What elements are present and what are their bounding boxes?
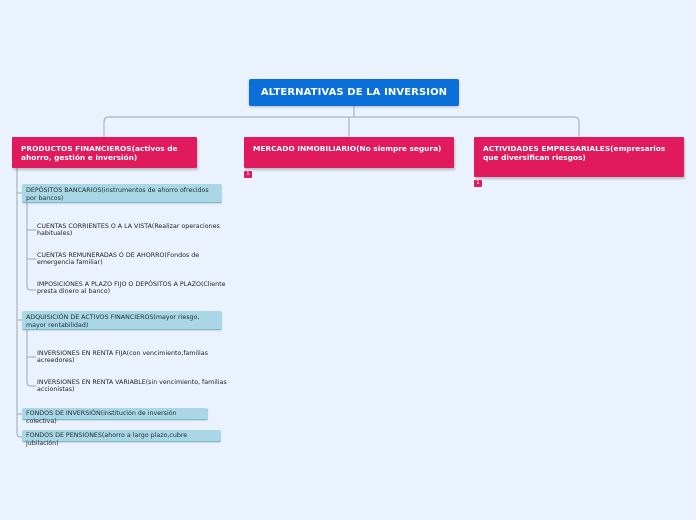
leaf-cuentas-corrientes[interactable]: CUENTAS CORRIENTES O A LA VISTA(Realizar operaciones habituales) [37, 223, 220, 238]
connector-main1-trunk [17, 168, 22, 437]
main-topic-mercado-inmobiliario[interactable] [244, 137, 454, 168]
connector-sub1-trunk [27, 203, 36, 290]
main-topic-actividades-empresariales[interactable] [474, 137, 684, 177]
connector-bus [104, 117, 579, 137]
leaf-renta-fija[interactable]: INVERSIONES EN RENTA FIJA(con vencimiento,familias acreedores) [37, 350, 208, 365]
main-topic-label: PRODUCTOS FINANCIEROS(activos de ahorro, gestión e inversión) [21, 144, 178, 162]
subtopic-activos-financieros[interactable]: ADQUISICIÓN DE ACTIVOS FINANCIEROS(mayor riesgo, mayor rentabilidad) [22, 311, 222, 330]
subtopic-fondos-inversion[interactable]: FONDOS DE INVERSIÓN(institución de inversión colectiva) [22, 408, 208, 420]
leaf-imposiciones-plazo-fijo[interactable]: IMPOSICIONES A PLAZO FIJO O DEPÓSITOS A PLAZO(Cliente presta dinero al banco) [37, 281, 226, 296]
leaf-cuentas-remuneradas[interactable]: CUENTAS REMUNERADAS O DE AHORRO(Fondos de emergencia familiar) [37, 252, 200, 267]
connector-sub2-trunk [27, 330, 36, 386]
subtopic-depositos-bancarios[interactable]: DEPÓSITOS BANCARIOS(instrumentos de ahorro ofrecidos por bancos) [22, 184, 222, 203]
collapsed-count-badge[interactable]: 1 [244, 171, 252, 178]
collapsed-count-badge[interactable]: 1 [474, 180, 482, 187]
main-topic-label: ACTIVIDADES EMPRESARIALES(empresarios que diversifican riesgos) [483, 144, 666, 162]
subtopic-fondos-pensiones[interactable]: FONDOS DE PENSIONES(ahorro a largo plazo,cubre jubilación) [22, 430, 221, 442]
central-topic[interactable]: ALTERNATIVAS DE LA INVERSION [249, 79, 459, 106]
leaf-renta-variable[interactable]: INVERSIONES EN RENTA VARIABLE(sin vencimiento, familias accionistas) [37, 379, 227, 394]
main-topic-label: MERCADO INMOBILIARIO(No siempre segura) [253, 144, 442, 153]
main-topic-productos-financieros[interactable] [12, 137, 197, 168]
